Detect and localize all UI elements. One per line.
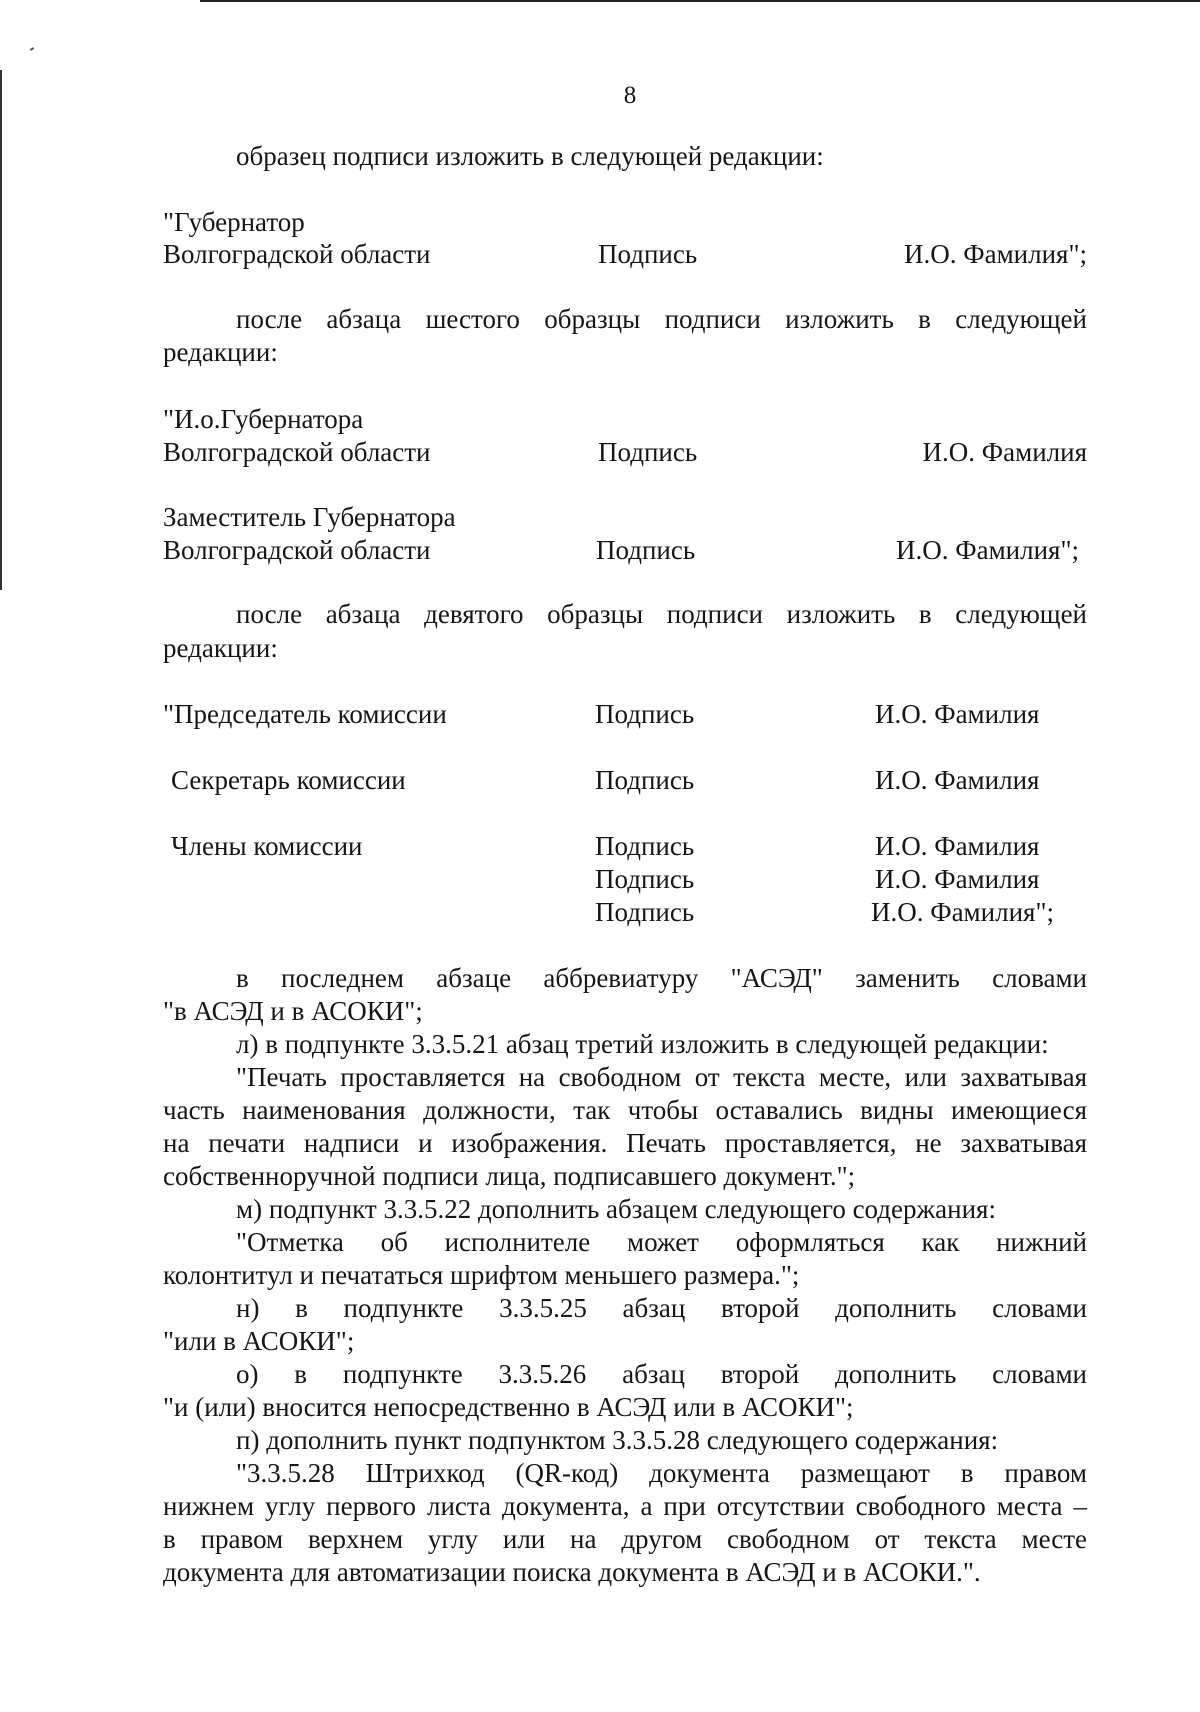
secretary-signature: Подпись bbox=[595, 765, 695, 795]
commission-chair-row bbox=[163, 698, 1087, 731]
block3-signature: Подпись bbox=[596, 535, 696, 565]
member-name: И.О. Фамилия bbox=[875, 831, 1040, 861]
block2-signature: Подпись bbox=[598, 437, 698, 467]
body-line: "и (или) вносится непосредственно в АСЭД или в АСОКИ"; bbox=[163, 1392, 854, 1422]
member-signature: Подпись bbox=[595, 831, 695, 861]
para-ninth-line2: редакции: bbox=[163, 633, 278, 663]
body-line: н) в подпункте 3.3.5.25 абзац второй дополнить словами bbox=[236, 1293, 1087, 1323]
member-signature: Подпись bbox=[595, 897, 695, 927]
block1-signature: Подпись bbox=[598, 239, 698, 269]
block1-signature-row bbox=[163, 238, 1087, 271]
block2-signature-row bbox=[163, 436, 1087, 469]
body-line: "Отметка об исполнителе может оформляться как нижний bbox=[236, 1227, 1087, 1257]
commission-secretary-row bbox=[163, 764, 1087, 797]
member-name: И.О. Фамилия"; bbox=[871, 897, 1054, 927]
body-line: колонтитул и печататься шрифтом меньшего размера."; bbox=[163, 1260, 800, 1290]
body-line: в последнем абзаце аббревиатуру "АСЭД" заменить словами bbox=[236, 963, 1087, 993]
block3-name: И.О. Фамилия"; bbox=[896, 535, 1079, 565]
chair-signature: Подпись bbox=[595, 699, 695, 729]
chair-name: И.О. Фамилия bbox=[875, 699, 1040, 729]
secretary-name: И.О. Фамилия bbox=[875, 765, 1040, 795]
block3-title-line1: Заместитель Губернатора bbox=[163, 502, 456, 532]
block2-name: И.О. Фамилия bbox=[922, 437, 1087, 467]
body-line: "3.3.5.28 Штрихкод (QR-код) документа размещают в правом bbox=[236, 1458, 1087, 1488]
para-sixth-line1: после абзаца шестого образцы подписи изложить в следующей bbox=[236, 304, 1087, 334]
block2-title-line2: Волгоградской области bbox=[163, 437, 431, 467]
secretary-title: Секретарь комиссии bbox=[171, 765, 406, 795]
commission-members-row-1 bbox=[163, 830, 1087, 863]
member-signature: Подпись bbox=[595, 864, 695, 894]
commission-members-row-3 bbox=[163, 896, 1087, 929]
body-line: о) в подпункте 3.3.5.26 абзац второй дополнить словами bbox=[236, 1359, 1087, 1389]
intro-paragraph: образец подписи изложить в следующей редакции: bbox=[236, 141, 824, 171]
block1-title-line2: Волгоградской области bbox=[163, 239, 431, 269]
body-line: "Печать проставляется на свободном от текста месте, или захватывая bbox=[236, 1062, 1087, 1092]
body-line: "в АСЭД и в АСОКИ"; bbox=[163, 996, 423, 1026]
scan-speck bbox=[30, 47, 34, 51]
body-line: "или в АСОКИ"; bbox=[163, 1326, 355, 1356]
body-line: л) в подпункте 3.3.5.21 абзац третий изложить в следующей редакции: bbox=[236, 1029, 1049, 1059]
body-line: часть наименования должности, так чтобы оставались видны имеющиеся bbox=[163, 1095, 1087, 1125]
body-line: документа для автоматизации поиска документа в АСЭД и в АСОКИ.". bbox=[163, 1557, 981, 1587]
body-line: нижнем углу первого листа документа, а при отсутствии свободного места – bbox=[163, 1491, 1087, 1521]
block3-signature-row bbox=[163, 534, 1087, 567]
commission-members-row-2 bbox=[163, 863, 1087, 896]
para-ninth-line1: после абзаца девятого образцы подписи изложить в следующей bbox=[236, 599, 1087, 629]
body-line: п) дополнить пункт подпунктом 3.3.5.28 следующего содержания: bbox=[236, 1425, 999, 1455]
body-line: на печати надписи и изображения. Печать проставляется, не захватывая bbox=[163, 1128, 1087, 1158]
block3-title-line2: Волгоградской области bbox=[163, 535, 431, 565]
body-line: в правом верхнем углу или на другом свободном от текста месте bbox=[163, 1524, 1087, 1554]
members-title: Члены комиссии bbox=[171, 831, 363, 861]
para-sixth-line2: редакции: bbox=[163, 337, 278, 367]
body-line: собственноручной подписи лица, подписавшего документ."; bbox=[163, 1161, 856, 1191]
block2-title-line1: "И.о.Губернатора bbox=[163, 404, 364, 434]
member-name: И.О. Фамилия bbox=[875, 864, 1040, 894]
block1-name: И.О. Фамилия"; bbox=[904, 239, 1087, 269]
scan-edge-left bbox=[0, 70, 2, 590]
chair-title: "Председатель комиссии bbox=[163, 699, 447, 729]
body-line: м) подпункт 3.3.5.22 дополнить абзацем следующего содержания: bbox=[236, 1194, 996, 1224]
scan-edge-top bbox=[200, 0, 1200, 2]
block1-title-line1: "Губернатор bbox=[163, 207, 305, 237]
page-number: 8 bbox=[623, 82, 637, 109]
